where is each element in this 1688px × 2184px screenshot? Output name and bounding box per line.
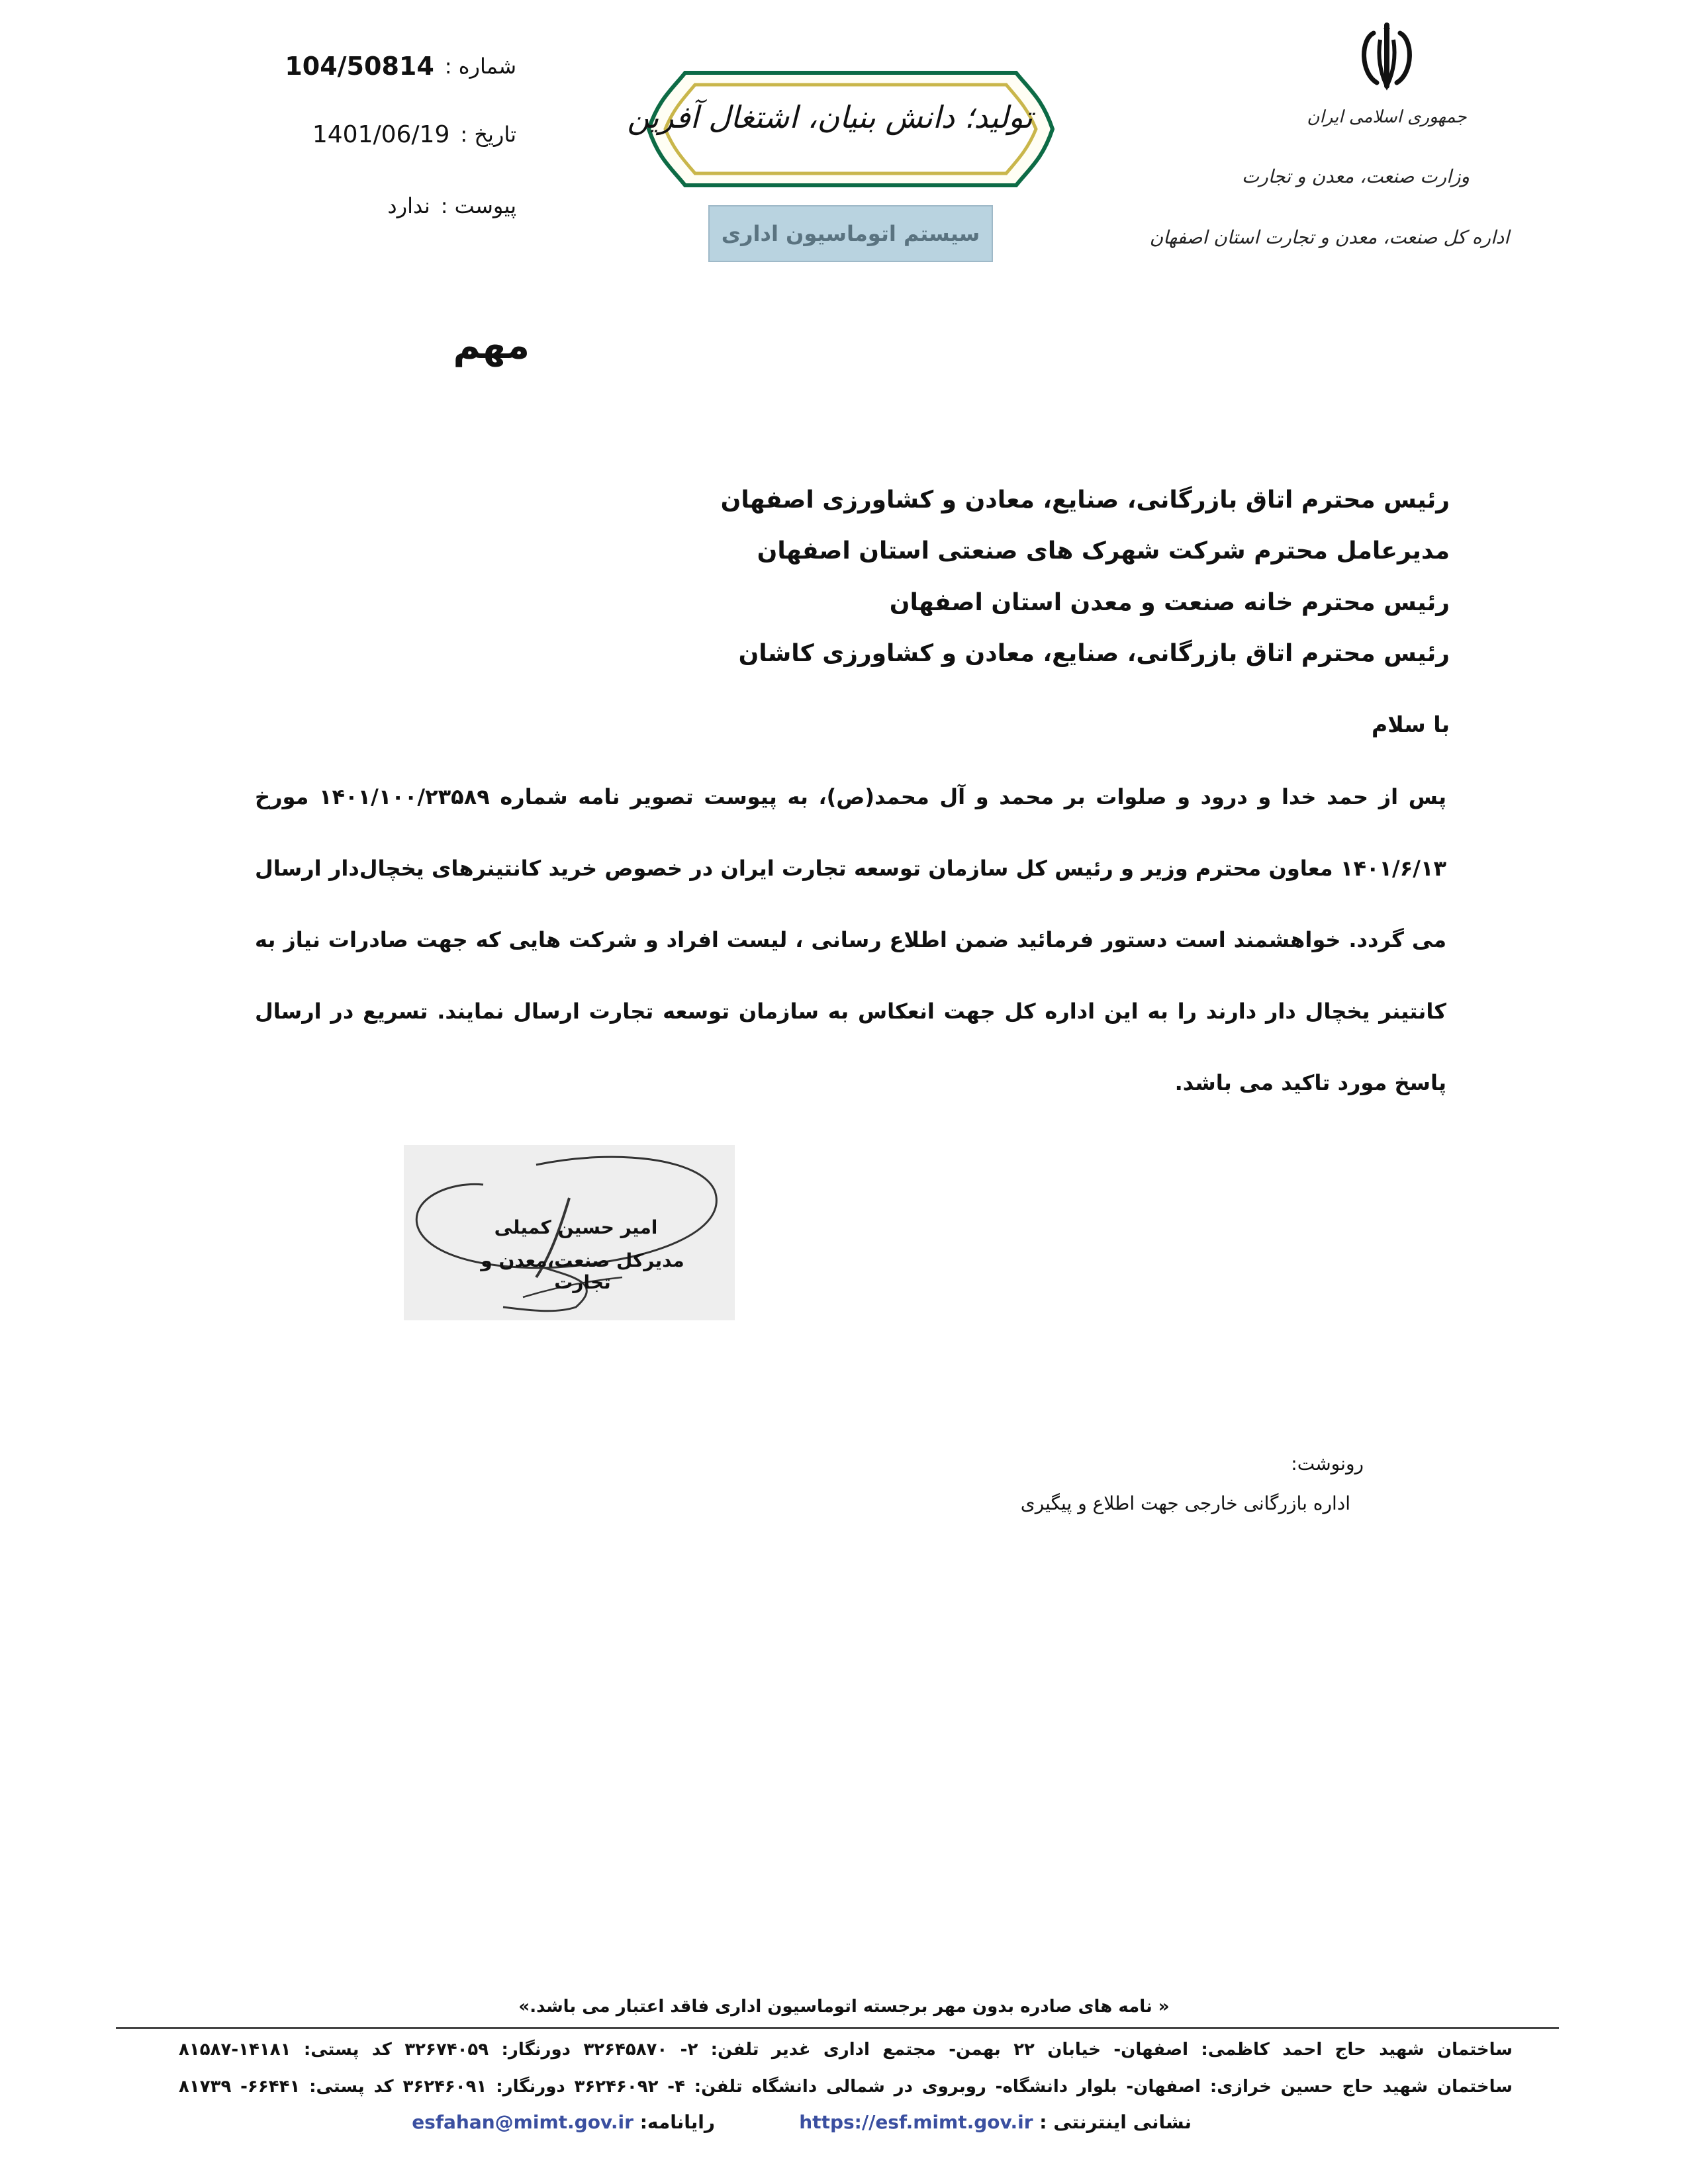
recipient-line: رئیس محترم اتاق بازرگانی، صنایع، معادن و کشاورزی کاشان <box>738 640 1450 667</box>
footer-divider <box>116 2027 1559 2029</box>
ministry-name: وزارت صنعت، معدن و تجارت <box>1241 165 1470 187</box>
office-name: اداره کل صنعت، معدن و تجارت استان اصفهان <box>1149 226 1509 248</box>
slogan-text: تولید؛ دانش بنیان، اشتغال آفرین <box>627 99 1033 135</box>
letter-attachment <box>218 187 516 224</box>
letter-date-value: 1401/06/19 <box>312 120 450 148</box>
recipient-line: مدیرعامل محترم شرکت شهرک های صنعتی استان اصفهان <box>757 537 1450 565</box>
letter-number <box>218 48 516 85</box>
signatory-name: امیر حسین کمیلی <box>494 1216 658 1238</box>
letter-date <box>218 116 516 153</box>
letter-attachment-label: پیوست : <box>440 193 516 218</box>
iran-emblem-icon <box>1354 20 1420 93</box>
website-label: نشانی اینترنتی : <box>1039 2111 1192 2133</box>
cc-label: رونوشت: <box>1291 1453 1364 1475</box>
country-name: جمهوری اسلامی ایران <box>1307 107 1467 127</box>
footer-email <box>412 2111 715 2133</box>
letter-number-label: شماره : <box>444 54 516 79</box>
letter-number-value: 104/50814 <box>285 52 434 81</box>
website-link[interactable]: https://esf.mimt.gov.ir <box>799 2111 1033 2133</box>
email-label: رایانامه: <box>639 2111 715 2133</box>
footer-address-2: ساختمان شهید حاج حسین خرازی: اصفهان- بلوار دانشگاه- روبروی در شمالی دانشگاه تلفن: ۴- ۳۶۲۴۶۰۹۲ دورنگار: ۳۶۲۴۶۰۹۱ کد پستی: ۶۶۴۴۱- ۸۱۷۳۹ <box>179 2077 1513 2097</box>
recipient-line: رئیس محترم اتاق بازرگانی، صنایع، معادن و کشاورزی اصفهان <box>720 486 1450 514</box>
footer-address-1: ساختمان شهید حاج احمد کاظمی: اصفهان- خیابان ۲۲ بهمن- مجتمع اداری غدیر تلفن: ۲- ۳۲۶۴۵۸۷۰ دورنگار: ۳۲۶۷۴۰۵۹ کد پستی: ۱۴۱۸۱-۸۱۵۸۷ <box>179 2040 1513 2060</box>
signatory-title: مدیرکل صنعت،معدن و تجارت <box>481 1250 684 1293</box>
footer-website <box>715 2111 1192 2133</box>
salutation: با سلام <box>1372 711 1450 737</box>
system-label: سیستم اتوماسیون اداری <box>708 205 993 262</box>
recipient-line: رئیس محترم خانه صنعت و معدن استان اصفهان <box>889 589 1450 616</box>
email-link[interactable]: esfahan@mimt.gov.ir <box>412 2111 633 2133</box>
footer-notice: « نامه های صادره بدون مهر برجسته اتوماسیون اداری فاقد اعتبار می باشد.» <box>518 1997 1170 2017</box>
importance-mark: مهم <box>453 324 530 367</box>
letter-date-label: تاریخ : <box>460 122 516 147</box>
letter-body: پس از حمد خدا و درود و صلوات بر محمد و آل محمد(ص)، به پیوست تصویر نامه شماره ۱۴۰۱/۱۰۰/۲۳۵۸۹ مورخ ۱۴۰۱/۶/۱۳ معاون محترم وزیر و رئیس کل سازمان توسعه تجارت ایران در خصوص خرید کانتینرهای یخچال‌دار ارسال می گردد. خواهشمند است دستور فرمائید ضمن اطلاع رسانی ، لیست افراد و شرکت هایی که جهت صادرات نیاز به کانتینر یخچال دار دارند را به این اداره کل جهت انعکاس به سازمان توسعه تجارت ارسال نمایند. تسریع در ارسال پاسخ مورد تاکید می باشد. <box>255 784 1447 1095</box>
cc-item: اداره بازرگانی خارجی جهت اطلاع و پیگیری <box>1020 1492 1350 1514</box>
letter-attachment-value: ندارد <box>387 193 430 218</box>
